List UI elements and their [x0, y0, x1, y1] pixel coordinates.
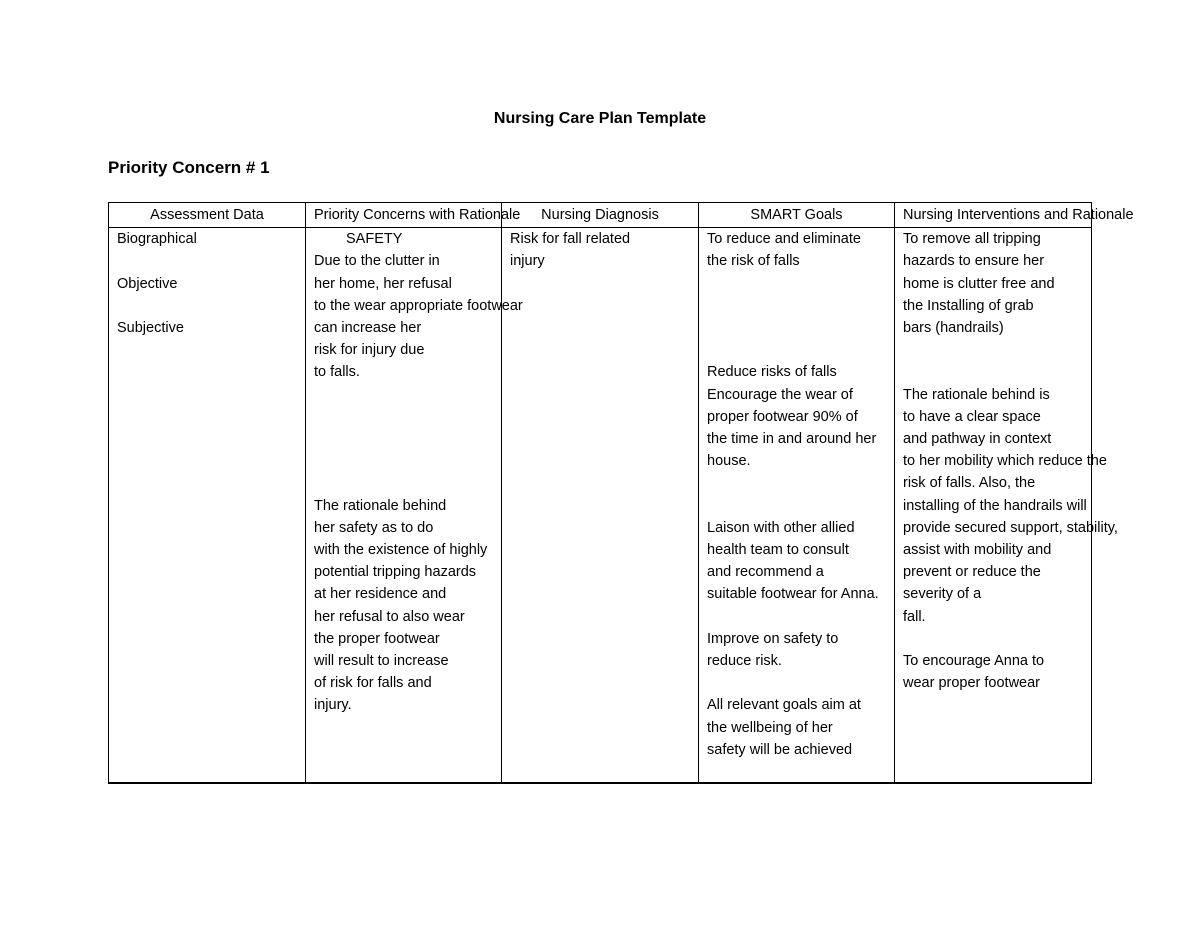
text-line: provide secured support, stability, [903, 519, 1118, 536]
header-priority-concerns [306, 203, 521, 228]
text-line: risk of falls. Also, the [903, 475, 1036, 492]
text-line: Due to the clutter in [314, 253, 440, 270]
text-line: Risk for fall related [510, 231, 631, 248]
text-line: the time in and around her [707, 430, 877, 447]
text-line: the proper footwear [314, 630, 440, 647]
text-line: can increase her [314, 320, 422, 337]
text-line: suitable footwear for Anna. [707, 586, 879, 603]
header-nursing-interventions [895, 203, 1134, 228]
text-line: Laison with other allied [707, 519, 855, 536]
header-assessment-data [109, 203, 306, 228]
text-line: risk for injury due [314, 342, 425, 359]
text-line: injury [510, 253, 545, 270]
cell-nursing-interventions [895, 228, 1118, 784]
text-line: Nursing Diagnosis [541, 207, 659, 223]
text-line: To encourage Anna to [903, 653, 1045, 670]
intervention-3 [903, 650, 1083, 694]
cell-nursing-diagnosis [502, 228, 699, 784]
intervention-2 [903, 384, 1118, 628]
text-line: reduce risk. [707, 652, 782, 669]
text-line: fall. [903, 608, 926, 625]
text-line: Reduce risks of falls [707, 364, 837, 381]
document-title: Nursing Care Plan Template [493, 110, 707, 127]
text-line: Assessment Data [150, 207, 264, 223]
smart-goal-1 [707, 228, 886, 272]
nursing-diagnosis-text [510, 228, 690, 272]
text-line: of risk for falls and [314, 675, 432, 692]
text-line: her refusal to also wear [314, 608, 465, 625]
priority-concern-text [314, 250, 523, 383]
text-line: potential tripping hazards [314, 564, 477, 581]
table-row [109, 228, 1092, 784]
text-line: hazards to ensure her [903, 253, 1045, 270]
care-plan-table [108, 202, 1134, 784]
text-line: injury. [314, 697, 352, 714]
text-line: proper footwear 90% of [707, 408, 858, 425]
smart-goal-3 [707, 517, 886, 606]
text-line: SMART Goals [750, 207, 843, 223]
text-line: to her mobility which reduce the [903, 453, 1107, 470]
text-line: prevent or reduce the [903, 564, 1041, 581]
text-line: To reduce and eliminate [707, 231, 861, 248]
text-line: Improve on safety to [707, 630, 839, 647]
text-line: Nursing Interventions and Rationale [903, 207, 1134, 223]
text-line: All relevant goals aim at [707, 697, 861, 714]
smart-goal-2 [707, 361, 886, 472]
text-line: severity of a [903, 586, 982, 603]
text-line: to falls. [314, 364, 360, 381]
smart-goal-5 [707, 694, 886, 761]
assessment-subjective: Subjective [117, 319, 184, 336]
text-line: the risk of falls [707, 253, 800, 270]
cell-smart-goals [699, 228, 895, 784]
assessment-biographical: Biographical [117, 231, 197, 248]
text-line: her safety as to do [314, 519, 434, 536]
text-line: assist with mobility and [903, 542, 1052, 559]
text-line: and recommend a [707, 564, 824, 581]
intervention-1 [903, 228, 1083, 339]
text-line: To remove all tripping [903, 231, 1041, 248]
safety-heading: SAFETY [346, 231, 403, 248]
text-line: and pathway in context [903, 431, 1052, 447]
text-line: the wellbeing of her [707, 719, 833, 736]
table-header-row [109, 203, 1092, 228]
text-line: her home, her refusal [314, 275, 452, 292]
text-line: Priority Concerns with Rationale [314, 207, 521, 223]
text-line: The rationale behind is [903, 386, 1050, 403]
priority-rationale-text [314, 495, 493, 717]
text-line: the Installing of grab [903, 297, 1034, 314]
text-line: bars (handrails) [903, 320, 1004, 337]
text-line: house. [707, 453, 751, 470]
text-line: health team to consult [707, 541, 849, 558]
cell-priority-concerns [306, 228, 523, 784]
header-nursing-diagnosis [502, 203, 699, 228]
text-line: at her residence and [314, 586, 447, 603]
section-heading: Priority Concern # 1 [108, 158, 270, 177]
text-line: will result to increase [314, 652, 449, 669]
text-line: to have a clear space [903, 408, 1041, 425]
text-line: wear proper footwear [903, 675, 1041, 692]
text-line: The rationale behind [314, 497, 447, 514]
text-line: installing of the handrails will [903, 497, 1087, 514]
header-smart-goals [699, 203, 895, 228]
text-line: to the wear appropriate footwear [314, 297, 523, 314]
smart-goal-4 [707, 628, 886, 672]
text-line: safety will be achieved [707, 741, 853, 758]
cell-assessment-data [109, 228, 306, 784]
assessment-objective: Objective [117, 275, 178, 292]
text-line: home is clutter free and [903, 275, 1055, 292]
text-line: Encourage the wear of [707, 386, 853, 403]
text-line: with the existence of highly [314, 541, 488, 558]
